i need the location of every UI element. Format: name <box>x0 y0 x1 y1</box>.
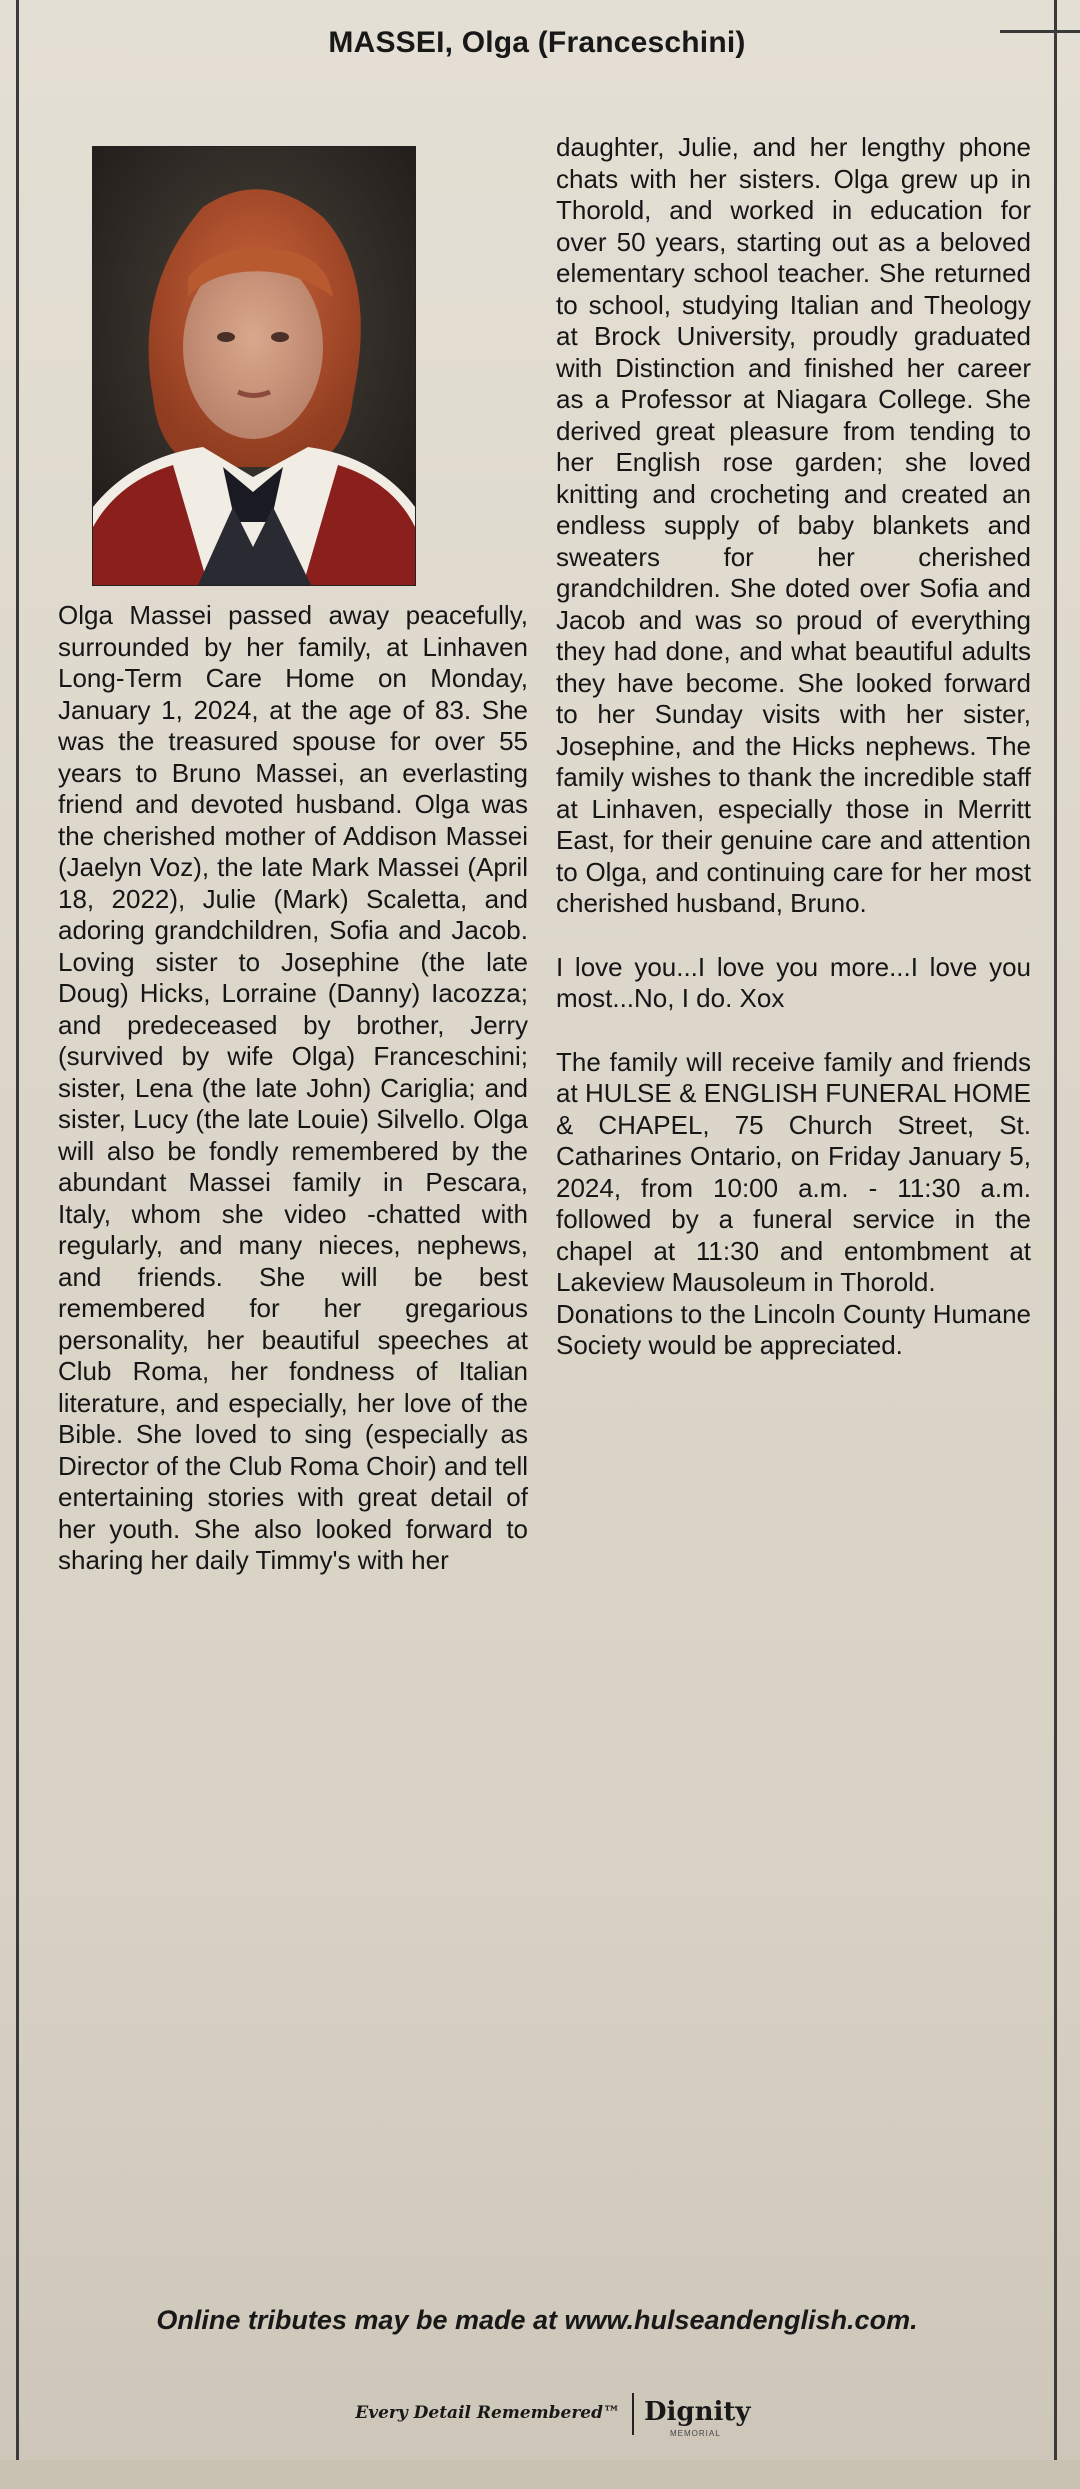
dignity-logo-subtext: MEMORIAL <box>670 2429 721 2438</box>
obituary-paragraph: daughter, Julie, and her lengthy phone chats with her sisters. Olga grew up in Thorold, and worked in education for over 50 years, starting out as a beloved elementary school teacher. She returned to school, studying Italian and Theology at Brock University, proudly graduated with Distinction and finished her career as a Professor at Niagara College. She derived great pleasure from tending to her English rose garden; she loved knitting and crocheting and created an endless supply of baby blankets and sweaters for her cherished grandchildren. She doted over Sofia and Jacob and was so proud of everything they had done, and what beautiful adults they have become. She looked forward to her Sunday visits with her sister, Josephine, and the Hicks nephews. The family wishes to thank the incredible staff at Linhaven, especially those in Merritt East, for their genuine care and attention to Olga, and continuing care for her most cherished husband, Bruno. <box>556 132 1031 918</box>
obituary-love-note: I love you...I love you more...I love you most...No, I do. Xox <box>556 951 1031 1013</box>
paragraph-gap <box>556 920 1031 952</box>
online-tributes-line: Online tributes may be made at www.hulseandenglish.com. <box>156 2305 918 2335</box>
footer-tagline: Every Detail Remembered™ <box>355 2403 620 2423</box>
obituary-headline: MASSEI, Olga (Franceschini) <box>328 26 746 59</box>
right-column-rule <box>1054 0 1057 2489</box>
dignity-logo: Dignity <box>644 2397 751 2427</box>
funeral-home-footer <box>20 2385 1054 2445</box>
obituary-service-details: The family will receive family and friends at HULSE & ENGLISH FUNERAL HOME & CHAPEL, 75 Church Street, St. Catharines Ontario, on Friday January 5, 2024, from 10:00 a.m. - 11:30 a.m. followed by a funeral service in the chapel at 11:30 and entombment at Lakeview Mausoleum in Thorold. <box>556 1046 1031 1297</box>
obituary-donations: Donations to the Lincoln County Humane Society would be appreciated. <box>556 1298 1031 1360</box>
obituary-left-column <box>58 600 528 1577</box>
obituary-paragraph: Olga Massei passed away peacefully, surrounded by her family, at Linhaven Long-Term Care Home on Monday, January 1, 2024, at the age of 83. She was the treasured spouse for over 55 years to Bruno Massei, an everlasting friend and devoted husband. Olga was the cherished mother of Addison Massei (Jaelyn Voz), the late Mark Massei (April 18, 2022), Julie (Mark) Scaletta, and adoring grandchildren, Sofia and Jacob. Loving sister to Josephine (the late Doug) Hicks, Lorraine (Danny) Iacozza; and predeceased by brother, Jerry (survived by wife Olga) Franceschini; sister, Lena (the late John) Cariglia; and sister, Lucy (the late Louie) Silvello. Olga will also be fondly remembered by the abundant Massei family in Pescara, Italy, whom she video -chatted with regularly, and many nieces, nephews, and friends. She will be best remembered for her gregarious personality, her beautiful speeches at Club Roma, her fondness of Italian literature, and especially, her love of the Bible. She loved to sing (especially as Director of the Club Roma Choir) and tell entertaining stories with great detail of her youth. She also looked forward to sharing her daily Timmy's with her <box>58 600 528 1575</box>
left-column-rule <box>16 0 19 2489</box>
obituary-right-column <box>556 132 1031 1362</box>
paragraph-gap <box>556 1015 1031 1047</box>
footer-divider <box>632 2393 634 2435</box>
portrait-photo <box>92 146 416 586</box>
page-bottom-edge <box>0 2460 1080 2489</box>
